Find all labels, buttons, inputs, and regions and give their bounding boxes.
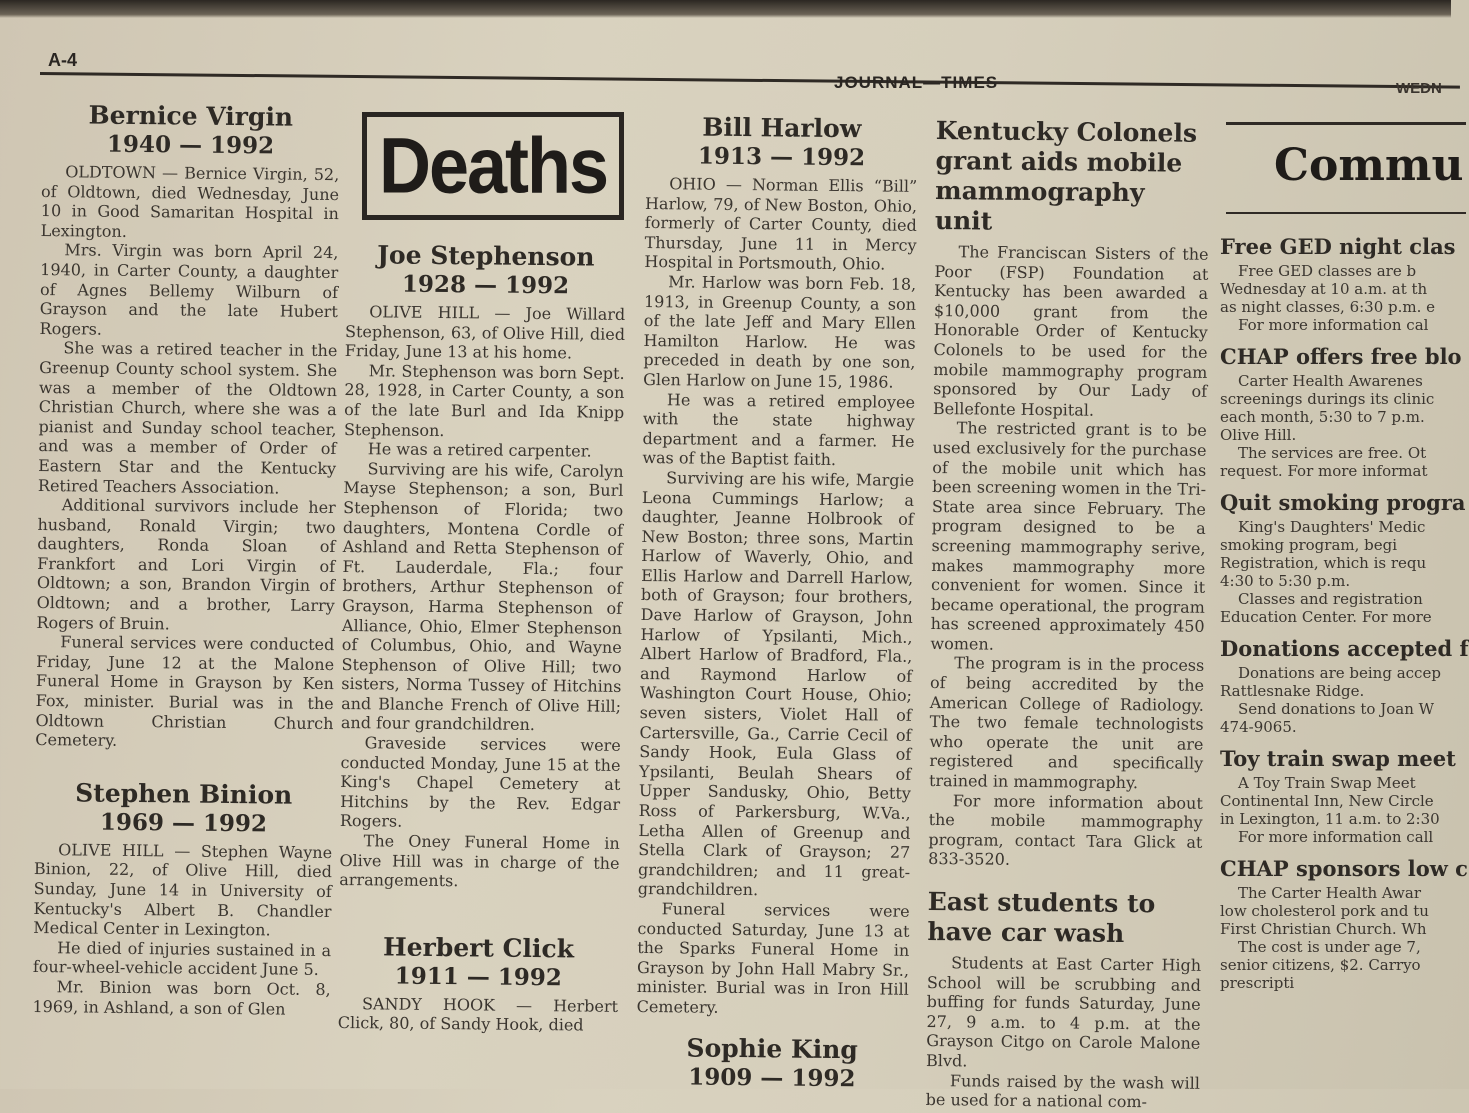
brief-line: Continental Inn, New Circle — [1220, 792, 1434, 810]
obituary-name: Herbert Click — [382, 932, 575, 964]
paragraph: Funeral services were conducted Friday, June 12 at the Malone Funeral Home in Grayson by Ken Fox, minister. Burial was in the Oldtown Christian Church Cemetery. — [35, 632, 335, 751]
story-mammography — [928, 116, 1210, 872]
section-title: Deaths — [378, 122, 608, 210]
brief-toy-train — [1220, 746, 1456, 846]
paragraph: Mr. Binion was born Oct. 8, 1969, in Ashland, a son of Glen — [32, 977, 331, 1019]
paragraph: OLIVE HILL — Stephen Wayne Binion, 22, of Olive Hill, died Sunday, June 14 in University of Kentucky's Albert B. Chandler Medical Center in Lexington. — [33, 840, 333, 940]
brief-line: Education Center. For more — [1220, 608, 1432, 626]
obituary-stephen-binion — [32, 778, 332, 1019]
obituary-name: Bernice Virgin — [88, 100, 294, 132]
obituary-name: Sophie King — [686, 1033, 859, 1064]
obituary-years: 1928 — 1992 — [401, 270, 570, 300]
paragraph: Mrs. Virgin was born April 24, 1940, in Carter County, a daughter of Agnes Bellemy Wilburn of Grayson and the late Hubert Rogers. — [39, 240, 339, 339]
brief-line: The cost is under age 7, — [1238, 938, 1421, 956]
brief-line: Registration, which is requ — [1220, 554, 1427, 572]
obituary-joe-stephenson — [339, 240, 626, 893]
brief-line: The Carter Health Awar — [1238, 884, 1422, 902]
paragraph: OHIO — Norman Ellis “Bill” Harlow, 79, of New Boston, Ohio, formerly of Carter County, died Thursday, June 11 in Mercy Hospital in Portsmouth, Ohio. — [644, 174, 918, 274]
brief-headline: Free GED night clas — [1220, 234, 1456, 259]
brief-line: in Lexington, 11 a.m. to 2:30 — [1220, 810, 1440, 828]
brief-line: 474-9065. — [1220, 718, 1297, 736]
obituary-name: Stephen Binion — [75, 778, 293, 810]
brief-line: Donations are being accep — [1238, 664, 1441, 682]
brief-line: senior citizens, $2. Carryo — [1220, 956, 1421, 974]
brief-line: A Toy Train Swap Meet — [1238, 774, 1416, 792]
brief-line: For more information cal — [1238, 316, 1429, 334]
column-2 — [337, 240, 626, 1092]
paragraph: Surviving are his wife, Carolyn Mayse Stephenson; a son, Burl Stephenson of Florida; two daughters, Montena Cordle of Ashland and Retta Stephenson of Ft. Lauderdale, Fla.; four brothers, Arthur Stephenson of Grayson, Harma Stephenson of Alliance, Ohio, Elmer Stephenson of Columbus, Ohio, and Wayne Stephenson of Olive Hill; two sisters, Norma Tussey of Hitchins and Blanche French of Olive Hill; and four grandchildren. — [340, 458, 624, 735]
brief-headline: Quit smoking progra — [1220, 490, 1466, 515]
column-3 — [636, 112, 918, 1092]
page-number: A-4 — [48, 50, 78, 70]
obituary-years: 1913 — 1992 — [697, 142, 866, 172]
brief-line: Free GED classes are b — [1238, 262, 1417, 280]
obituary-name: Bill Harlow — [702, 112, 862, 144]
obituary-years: 1969 — 1992 — [99, 808, 268, 838]
brief-line: prescripti — [1220, 974, 1295, 992]
brief-headline: Toy train swap meet — [1220, 746, 1456, 771]
story-car-wash — [926, 887, 1202, 1113]
brief-chap-cholesterol — [1220, 856, 1468, 992]
paragraph: The restricted grant is to be used exclusively for the purchase of the mobile unit which has been screening women in the Tri-State area since February. The program designed to be a screening mammography serive, makes mammography more convenient for women. Since it became operational, the program has screened approximately 450 women. — [930, 418, 1207, 654]
column-1 — [32, 100, 340, 1092]
obituary-name: Joe Stephenson — [377, 240, 595, 272]
paragraph: He was a retired carpenter. — [367, 439, 592, 461]
deaths-section-banner — [362, 112, 624, 220]
brief-line: For more information call — [1238, 828, 1434, 846]
paragraph: He died of injuries sustained in a four-wheel-vehicle accident June 5. — [32, 937, 332, 980]
page-top-shadow — [0, 0, 1451, 18]
brief-headline: Donations accepted f — [1220, 636, 1469, 661]
paragraph: OLDTOWN — Bernice Virgin, 52, of Oldtown, died Wednesday, June 10 in Good Samaritan Hospital in Lexington. — [40, 162, 340, 241]
brief-headline: CHAP offers free blo — [1220, 344, 1462, 369]
obituary-bill-harlow — [637, 112, 918, 1019]
paragraph: Additional survivors include her husband, Ronald Virgin; two daughters, Ronda Sloan of Frankfort and Lori Virgin of Oldtown; a son, Brandon Virgin of Oldtown; and a brother, Larry Rogers of Bruin. — [36, 495, 336, 634]
brief-line: Classes and registration — [1238, 590, 1423, 608]
paragraph: Mr. Harlow was born Feb. 18, 1913, in Greenup County, a son of the late Jeff and Mary Ellen Hamilton Harlow. He was preceded in death by one son, Glen Harlow on June 15, 1986. — [643, 272, 917, 392]
obituary-years: 1909 — 1992 — [688, 1063, 856, 1092]
paragraph: Graveside services were conducted Monday, June 15 at the King's Chapel Cemetery at Hitchins by the Rev. Edgar Rogers. — [339, 733, 621, 832]
brief-line: Rattlesnake Ridge. — [1220, 682, 1365, 700]
community-rule-top — [1226, 122, 1466, 125]
obituary-years: 1911 — 1992 — [394, 962, 562, 992]
paragraph: The Oney Funeral Home in Olive Hill was in charge of the arrangements. — [339, 831, 620, 891]
day-name: WEDN — [1396, 80, 1442, 97]
story-headline: Kentucky Colonels grant aids mobile mammography unit — [934, 116, 1198, 236]
brief-line: low cholesterol pork and tu — [1220, 902, 1429, 920]
column-4 — [925, 116, 1210, 1112]
brief-line: Send donations to Joan W — [1238, 700, 1435, 718]
paragraph: She was a retired teacher in the Greenup County school system. She was a member of the Oldtown Christian Church, where she was a pianist and Sunday school teacher, and was a member of Order of Eastern Star and the Kentucky Retired Teachers Association. — [37, 338, 338, 498]
brief-line: Carter Health Awarenes — [1238, 372, 1423, 390]
brief-line: First Christian Church. Wh — [1220, 920, 1427, 938]
paragraph: Funeral services were conducted Saturday, June 13 at the Sparks Funeral Home in Grayson by John Hall Mabry Sr., minister. Burial was in Iron Hill Cemetery. — [636, 899, 910, 1017]
brief-line: screenings durings its clinic — [1220, 390, 1435, 408]
brief-donations — [1220, 636, 1469, 736]
paragraph: For more information about the mobile mammography program, contact Tara Glick at 833-3520. — [928, 790, 1203, 870]
brief-headline: CHAP sponsors low c — [1220, 856, 1468, 881]
brief-ged — [1220, 234, 1456, 334]
brief-line: as night classes, 6:30 p.m. e — [1220, 298, 1436, 316]
header-rule — [40, 72, 1460, 89]
brief-line: smoking program, begi — [1220, 536, 1398, 554]
paragraph: Surviving are his wife, Margie Leona Cummings Harlow; a daughter, Jeanne Holbrook of New Boston; three sons, Martin Harlow of Waverly, Ohio, and Ellis Harlow and Darrell Harlow, both of Grayson; four brothers, Dave Harlow of Grayson, John Harlow of Ypsilanti, Mich., Albert Harlow of Bradford, Fla., and Raymond Harlow of Washington Court House, Ohio; seven sisters, Violet Hall of Cartersville, Ga., Carrie Cecil of Sandy Hook, Eula Glass of Ypsilanti, Beulah Shears of Upper Sandusky, Ohio, Betty Ross of Parkersburg, W.Va., Letha Allen of Greenup and Stella Clark of Grayson; 27 grandchildren; and 11 great-grandchildren. — [637, 468, 915, 900]
brief-line: The services are free. Ot — [1238, 444, 1427, 462]
paragraph: Students at East Carter High School will be scrubbing and buffing for funds Saturday, June 27, 9 a.m. to 4 p.m. at the Grayson Citgo on Carole Malone Blvd. — [926, 953, 1202, 1071]
paragraph: SANDY HOOK — Herbert Click, 80, of Sandy Hook, died — [337, 994, 619, 1035]
paragraph: Mr. Stephenson was born Sept. 28, 1928, in Carter County, a son of the late Burl and Ida Knipp Stephenson. — [343, 361, 625, 440]
brief-line: request. For more informat — [1220, 462, 1428, 480]
column-5 — [1220, 224, 1469, 1089]
paragraph: Funds raised by the wash will be used for a national com- — [925, 1070, 1200, 1112]
brief-line: Wednesday at 10 a.m. at th — [1220, 280, 1428, 298]
community-title: Commu — [1274, 140, 1464, 191]
paragraph: OLIVE HILL — Joe Willard Stephenson, 63, of Olive Hill, died Friday, June 13 at his home. — [344, 302, 626, 363]
paragraph: He was a retired employee with the state highway department and a farmer. He was of the Baptist faith. — [642, 389, 916, 470]
brief-quit-smoking — [1220, 490, 1466, 626]
story-headline: East students to have car wash — [927, 886, 1156, 949]
obituary-years: 1940 — 1992 — [106, 130, 275, 160]
brief-line: King's Daughters' Medic — [1238, 518, 1426, 536]
obituary-bernice-virgin — [35, 100, 340, 753]
brief-line: each month, 5:30 to 7 p.m. — [1220, 408, 1425, 426]
paragraph: The Franciscan Sisters of the Poor (FSP) Foundation at Kentucky has been awarded a $10,000 grant from the Honorable Order of Kentucky Colonels to be used for the mobile mammography program sponsored by Our Lady of Bellefonte Hospital. — [932, 242, 1209, 420]
obituary-herbert-click — [338, 932, 619, 1036]
brief-chap-blood — [1220, 344, 1462, 480]
brief-line: 4:30 to 5:30 p.m. — [1220, 572, 1351, 590]
obituary-sophie-king — [636, 1032, 909, 1093]
brief-line: Olive Hill. — [1220, 426, 1297, 444]
paragraph: The program is in the process of being accredited by the American College of Radiology. The two female technologists who operate the unit are registered and specifically trained in mammography. — [928, 653, 1205, 793]
community-rule-bottom — [1226, 212, 1466, 214]
masthead: JOURNAL—TIMES — [834, 73, 999, 92]
